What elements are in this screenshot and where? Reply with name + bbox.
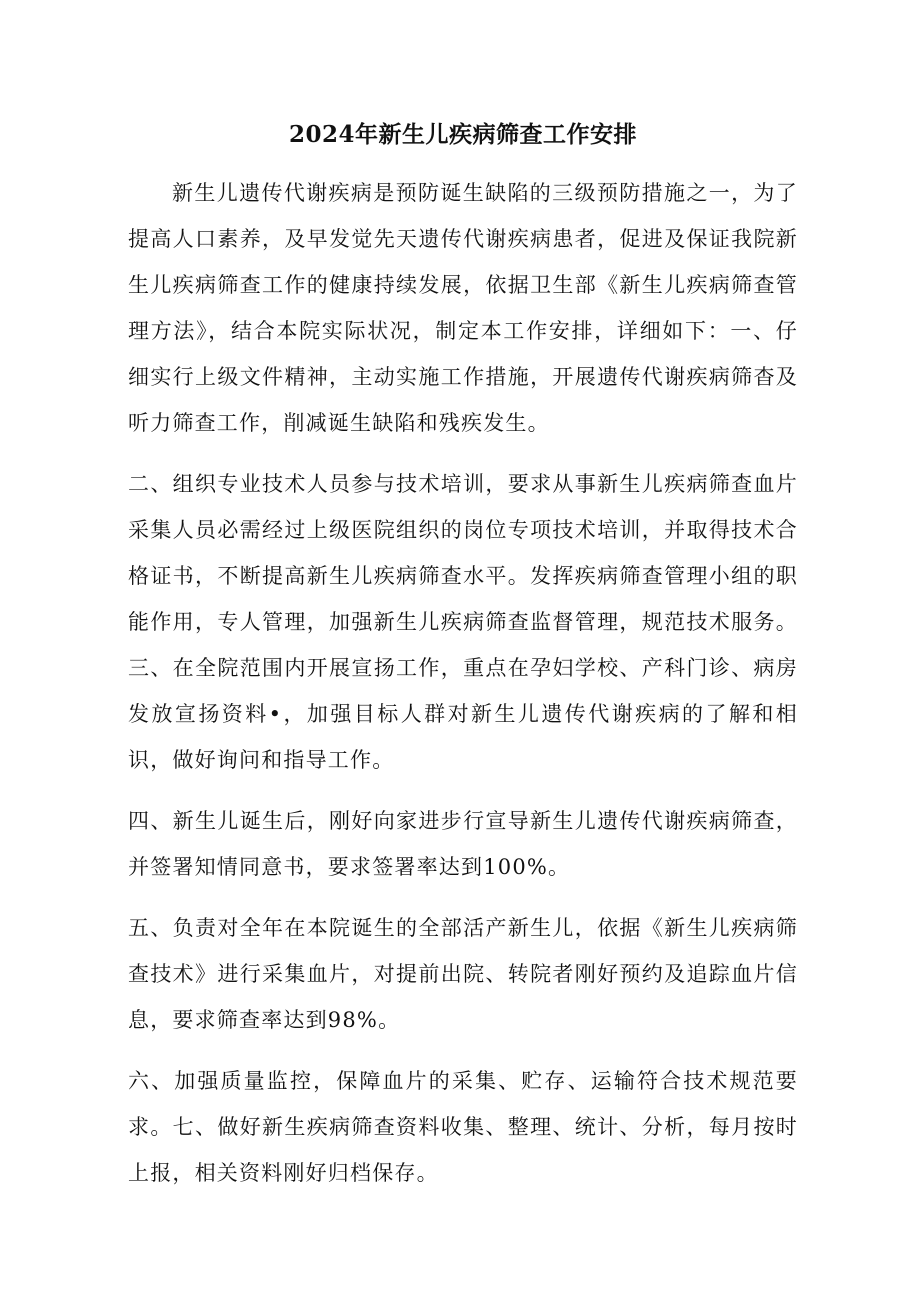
paragraph-intro: 新生儿遗传代谢疾病是预防诞生缺陷的三级预防措施之一，为了提高人口素养，及早发觉先天遗传代谢疾病患者，促进及保证我院新生儿疾病筛查工作的健康持续发展，依据卫生部《新生儿疾病筛查管理方法》，结合本院实际状况，制定本工作安排，详细如下：一、仔细实行上级文件精神，主动实施工作措施，开展遗传代谢疾病筛杳及听力筛查工作，削减诞生缺陷和残疾发生。 bbox=[128, 181, 798, 435]
paragraph-item-5: 五、负责对全年在本院诞生的全部活产新生儿，依据《新生儿疾病筛查技术》进行采集血片，对提前出院、转院者刚好预约及追踪血片信息，要求筛查率达到98%。 bbox=[128, 916, 798, 1032]
paragraph-item-6-7: 六、加强质量监控，保障血片的采集、贮存、运输符合技术规范要求。七、做好新生疾病筛查资料收集、整理、统计、分析，每月按时上报，相关资料刚好归档保存。 bbox=[128, 1069, 798, 1185]
document-title: 2024年新生儿疾病筛查工作安排 bbox=[288, 121, 637, 148]
paragraph-item-4: 四、新生儿诞生后，刚好向家进步行宣导新生儿遗传代谢疾病筛查，并签署知情同意书，要求签署率达到100%。 bbox=[128, 809, 798, 879]
paragraph-item-2-3: 二、组织专业技术人员参与技术培训，要求从事新生儿疾病筛查血片采集人员必需经过上级医院组织的岗位专项技术培训，并取得技术合格证书，不断提高新生儿疾病筛查水平。发挥疾病筛查管理小组的职能作用，专人管理，加强新生儿疾病筛查监督管理，规范技术服务。三、在全院范围内开展宣扬工作，重点在孕妇学校、产科门诊、病房发放宣扬资料•，加强目标人群对新生儿遗传代谢疾病的了解和相识，做好询问和指导工作。 bbox=[128, 472, 798, 772]
